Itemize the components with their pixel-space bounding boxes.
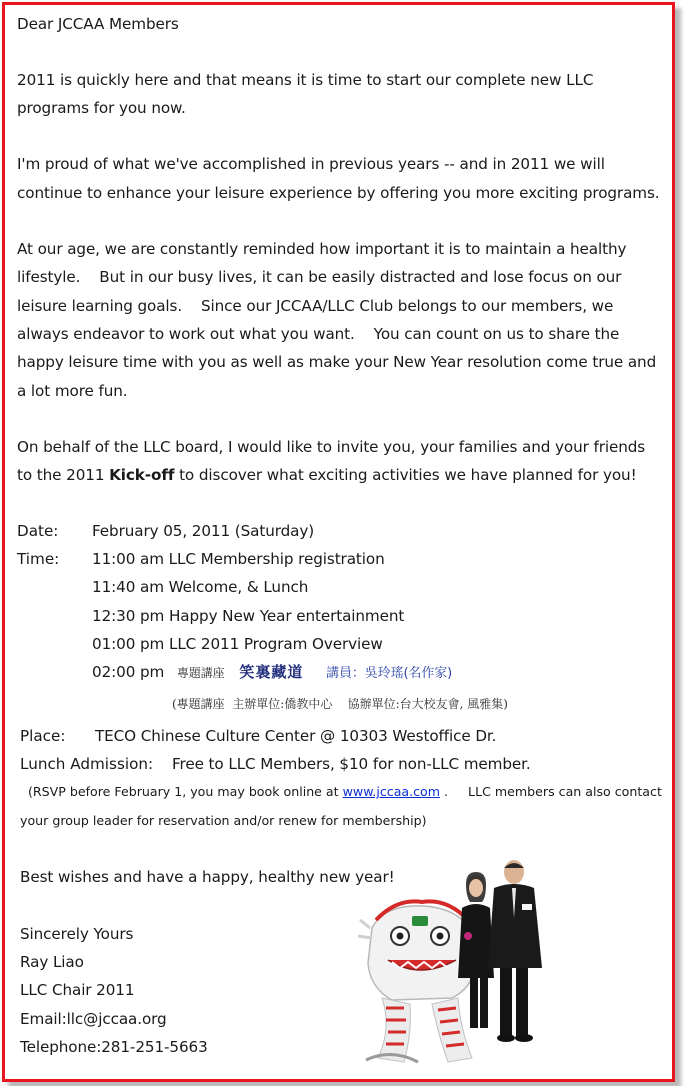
- paragraph-2-line-2: continue to enhance your leisure experience by offering you more exciting programs.: [17, 184, 660, 202]
- schedule-item: 11:40 am Welcome, & Lunch: [92, 578, 309, 596]
- greeting: Dear JCCAA Members: [17, 15, 179, 33]
- schedule-item: 11:00 am LLC Membership registration: [92, 550, 385, 568]
- lunch-label: Lunch Admission:: [20, 755, 154, 773]
- rsvp-line-2: your group leader for reservation and/or renew for membership): [20, 813, 427, 828]
- schedule-item: 01:00 pm LLC 2011 Program Overview: [92, 635, 383, 653]
- talk-label: 專題講座: [176, 666, 225, 680]
- jccaa-website-link[interactable]: www.jccaa.com: [342, 784, 441, 799]
- paragraph-3-line-6: a lot more fun.: [17, 382, 128, 400]
- paragraph-4-line-2: to the 2011 Kick-off to discover what exciting activities we have planned for you!: [17, 466, 637, 484]
- paragraph-1-line-2: programs for you now.: [17, 99, 186, 117]
- place-value: TECO Chinese Culture Center @ 10303 Westoffice Dr.: [95, 727, 497, 745]
- paragraph-2-line-1: I'm proud of what we've accomplished in previous years -- and in 2011 we will: [17, 155, 605, 173]
- signer-name: Ray Liao: [20, 953, 84, 971]
- paragraph-3-line-3: leisure learning goals. Since our JCCAA/LLC Club belongs to our members, we: [17, 297, 614, 315]
- time-label: Time:: [17, 550, 60, 568]
- signer-phone: Telephone:281-251-5663: [20, 1038, 208, 1056]
- paragraph-4-line-1: On behalf of the LLC board, I would like to invite you, your families and your friends: [17, 438, 646, 456]
- paragraph-1-line-1: 2011 is quickly here and that means it is time to start our complete new LLC: [17, 71, 594, 89]
- date-value: February 05, 2011 (Saturday): [92, 522, 315, 540]
- rsvp-line-1: (RSVP before February 1, you may book online at www.jccaa.com . LLC members can also contact: [28, 784, 662, 799]
- woman-figure: [458, 872, 494, 1028]
- paragraph-3-line-4: always endeavor to work out what you want. You can count on us to share the: [17, 325, 620, 343]
- place-label: Place:: [20, 727, 66, 745]
- paragraph-3-line-5: happy leisure time with you as well as make your New Year resolution come true and: [17, 353, 657, 371]
- sponsor-note: (專題講座 主辦單位:僑教中心 協辦單位:台大校友會, 風雅集): [172, 697, 508, 711]
- signer-email: Email:llc@jccaa.org: [20, 1010, 167, 1028]
- paragraph-3-line-2: lifestyle. But in our busy lives, it can be easily distracted and lose focus on our: [17, 268, 622, 286]
- man-figure: [488, 860, 542, 1042]
- speaker-name: 講員：吳玲瑤(名作家): [326, 666, 453, 681]
- signer-role: LLC Chair 2011: [20, 981, 135, 999]
- date-label: Date:: [17, 522, 59, 540]
- lunch-value: Free to LLC Members, $10 for non-LLC member.: [172, 755, 531, 773]
- schedule-item: 12:30 pm Happy New Year entertainment: [92, 607, 405, 625]
- lion-dance-photo: [352, 858, 552, 1070]
- closing-wishes: Best wishes and have a happy, healthy new year!: [20, 868, 395, 886]
- sign-off: Sincerely Yours: [20, 925, 134, 943]
- schedule-item-talk: [92, 662, 452, 684]
- kick-off-emphasis: Kick-off: [109, 466, 175, 484]
- paragraph-3-line-1: At our age, we are constantly reminded how important it is to maintain a healthy: [17, 240, 627, 258]
- talk-time: 02:00 pm: [92, 663, 165, 681]
- talk-title: 笑裏藏道: [239, 663, 304, 681]
